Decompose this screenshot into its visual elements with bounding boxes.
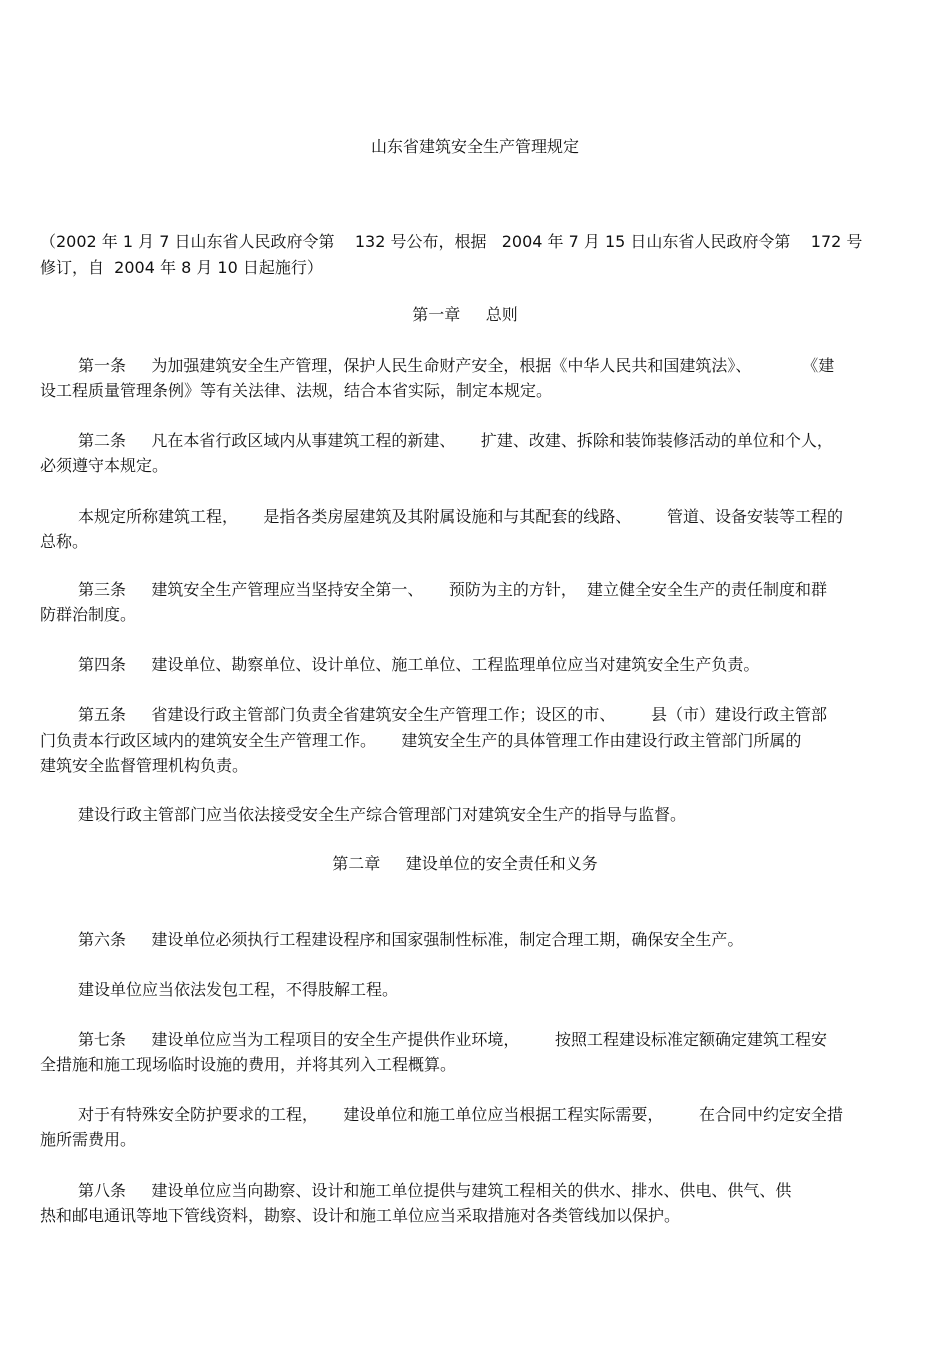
paragraph-line: 必须遵守本规定。	[40, 456, 169, 475]
preamble-line-2: 修订，自 2004 年 8 月 10 日起施行）	[40, 258, 323, 277]
paragraph-line: 建设单位应当依法发包工程，不得肢解工程。	[78, 980, 399, 999]
paragraph-line: 第八条 建设单位应当向勘察、设计和施工单位提供与建筑工程相关的供水、排水、供电、供气、供	[78, 1181, 792, 1200]
paragraph-line: 第五条 省建设行政主管部门负责全省建筑安全生产管理工作；设区的市、 县（市）建设行政主管部	[78, 705, 828, 724]
paragraph-line: 防群治制度。	[40, 605, 137, 624]
paragraph-line: 第一条 为加强建筑安全生产管理，保护人民生命财产安全，根据《中华人民共和国建筑法》、 《建	[78, 356, 835, 375]
paragraph-line: 第四条 建设单位、勘察单位、设计单位、施工单位、工程监理单位应当对建筑安全生产负责。	[78, 655, 760, 674]
paragraph-line: 热和邮电通讯等地下管线资料，勘察、设计和施工单位应当采取措施对各类管线加以保护。	[40, 1206, 681, 1225]
paragraph-line: 建设行政主管部门应当依法接受安全生产综合管理部门对建筑安全生产的指导与监督。	[78, 805, 687, 824]
paragraph-line: 对于有特殊安全防护要求的工程， 建设单位和施工单位应当根据工程实际需要， 在合同中约定安全措	[78, 1105, 844, 1124]
preamble-line-1: （2002 年 1 月 7 日山东省人民政府令第 132 号公布，根据 2004 年 7 月 15 日山东省人民政府令第 172 号	[40, 232, 863, 251]
paragraph-line: 门负责本行政区域内的建筑安全生产管理工作。 建筑安全生产的具体管理工作由建设行政主管部门所属的	[40, 731, 802, 750]
paragraph-line: 本规定所称建筑工程， 是指各类房屋建筑及其附属设施和与其配套的线路、 管道、设备安装等工程的	[78, 507, 844, 526]
document-title: 山东省建筑安全生产管理规定	[370, 137, 579, 156]
paragraph-line: 第三条 建筑安全生产管理应当坚持安全第一、 预防为主的方针， 建立健全安全生产的责任制度和群	[78, 580, 828, 599]
chapter-heading-1: 第一章 总则	[412, 305, 518, 324]
paragraph-line: 第二条 凡在本省行政区域内从事建筑工程的新建、 扩建、改建、拆除和装饰装修活动的单位和个人，	[78, 431, 833, 450]
paragraph-line: 第七条 建设单位应当为工程项目的安全生产提供作业环境， 按照工程建设标准定额确定建筑工程安	[78, 1030, 828, 1049]
paragraph-line: 设工程质量管理条例》等有关法律、法规，结合本省实际，制定本规定。	[40, 381, 553, 400]
paragraph-line: 全措施和施工现场临时设施的费用，并将其列入工程概算。	[40, 1055, 457, 1074]
paragraph-line: 建筑安全监督管理机构负责。	[40, 756, 249, 775]
chapter-heading-2: 第二章 建设单位的安全责任和义务	[332, 854, 598, 873]
paragraph-line: 总称。	[40, 532, 89, 551]
paragraph-line: 施所需费用。	[40, 1130, 137, 1149]
paragraph-line: 第六条 建设单位必须执行工程建设程序和国家强制性标准，制定合理工期，确保安全生产。	[78, 930, 744, 949]
